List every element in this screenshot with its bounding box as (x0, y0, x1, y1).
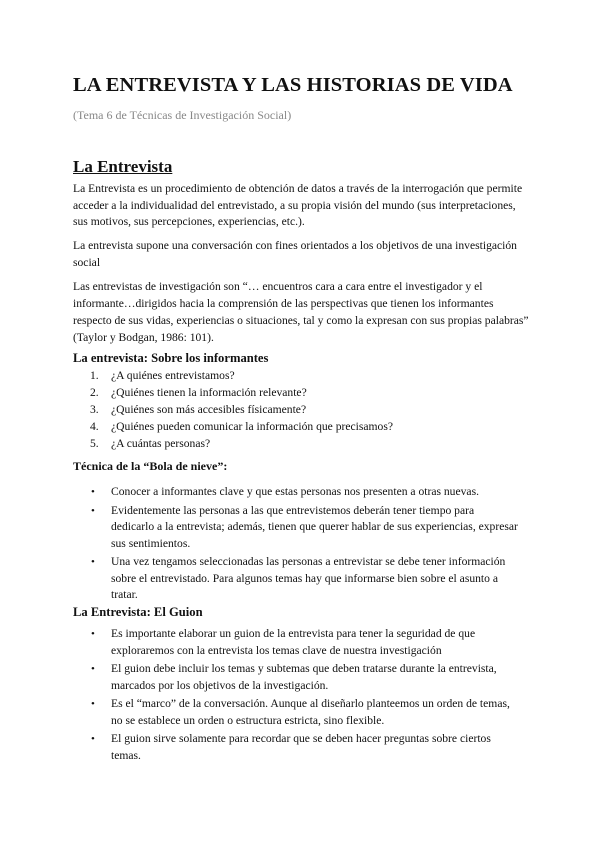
list-item-text: El guion sirve solamente para recordar que se deben hacer preguntas sobre ciertos temas. (111, 732, 491, 762)
list-item-text: ¿Quiénes son más accesibles físicamente? (111, 403, 307, 416)
bullet-icon: • (91, 628, 95, 640)
quote-paragraph: Las entrevistas de investigación son “… encuentros cara a cara entre el investigador y el informante…dirigidos hacia la comprensión de las perspectivas que tienen los informantes respecto de sus vidas, experiencias o situaciones, tal y como la expresan con sus propias palabras” (Taylor y Bodgan, 1986: 101). (73, 280, 529, 344)
list-item-text: ¿A cuántas personas? (111, 437, 211, 450)
guion-heading: La Entrevista: El Guion (73, 605, 203, 619)
list-number: 3. (90, 403, 99, 416)
list-item (73, 696, 518, 729)
document-title: LA ENTREVISTA Y LAS HISTORIAS DE VIDA (73, 74, 513, 96)
list-item (73, 484, 518, 501)
bullet-icon: • (91, 504, 95, 517)
bullet-icon: • (91, 698, 95, 710)
list-number: 2. (90, 386, 99, 399)
list-item-text: Es el “marco” de la conversación. Aunque al diseñarlo planteemos un orden de temas, no se establece un orden o estructura estricta, sino flexible. (111, 697, 510, 727)
informantes-heading: La entrevista: Sobre los informantes (73, 351, 269, 365)
bullet-icon: • (91, 556, 95, 568)
list-item (73, 367, 393, 384)
list-item-text: ¿A quiénes entrevistamos? (111, 369, 235, 382)
list-number: 1. (90, 369, 99, 382)
definition-paragraph: La entrevista supone una conversación con fines orientados a los objetivos de una investigación social (73, 239, 517, 269)
bullet-icon: • (91, 486, 95, 498)
list-item-text: Es importante elaborar un guion de la entrevista para tener la seguridad de que exploraremos con la entrevista los temas clave de nuestra investigación (111, 627, 476, 657)
list-item (73, 384, 393, 401)
list-item (73, 661, 518, 694)
list-item-text: El guion debe incluir los temas y subtemas que deben tratarse durante la entrevista, marcados por los objetivos de la investigación. (111, 662, 497, 692)
list-item-text: ¿Quiénes pueden comunicar la información que precisamos? (111, 420, 394, 433)
list-item (73, 554, 518, 604)
list-item (73, 503, 518, 553)
bola-nieve-list (73, 484, 518, 606)
list-item (73, 401, 393, 418)
list-number: 5. (90, 437, 99, 450)
bullet-icon: • (91, 733, 95, 745)
bullet-icon: • (91, 663, 95, 675)
intro-paragraph: La Entrevista es un procedimiento de obtención de datos a través de la interrogación que permite acceder a la individualidad del entrevistado, a su propia visión del mundo (sus interpretaciones, sus motivos, sus percepciones, experiencias, etc.). (73, 182, 523, 228)
list-item (73, 626, 518, 659)
guion-list (73, 626, 518, 766)
list-item-text: Evidentemente las personas a las que entrevistemos deberán tener tiempo para dedicarlo a la entrevista; además, tienen que querer hablar de sus experiencias, expresar sus sentimientos. (111, 503, 518, 550)
list-number: 4. (90, 420, 99, 433)
list-item-text: Una vez tengamos seleccionadas las personas a entrevistar se debe tener información sobre el entrevistado. Para algunos temas hay que informarse bien sobre el asunto a tratar. (111, 555, 506, 601)
list-item (73, 435, 393, 452)
list-item (73, 418, 393, 435)
section-heading: La Entrevista (73, 157, 173, 176)
informantes-list (73, 367, 393, 452)
list-item (73, 731, 518, 764)
list-item-text: Conocer a informantes clave y que estas personas nos presenten a otras nuevas. (111, 485, 479, 498)
list-item-text: ¿Quiénes tienen la información relevante? (111, 386, 307, 399)
document-subtitle: (Tema 6 de Técnicas de Investigación Social) (73, 108, 292, 122)
bola-nieve-heading: Técnica de la “Bola de nieve”: (73, 459, 228, 473)
